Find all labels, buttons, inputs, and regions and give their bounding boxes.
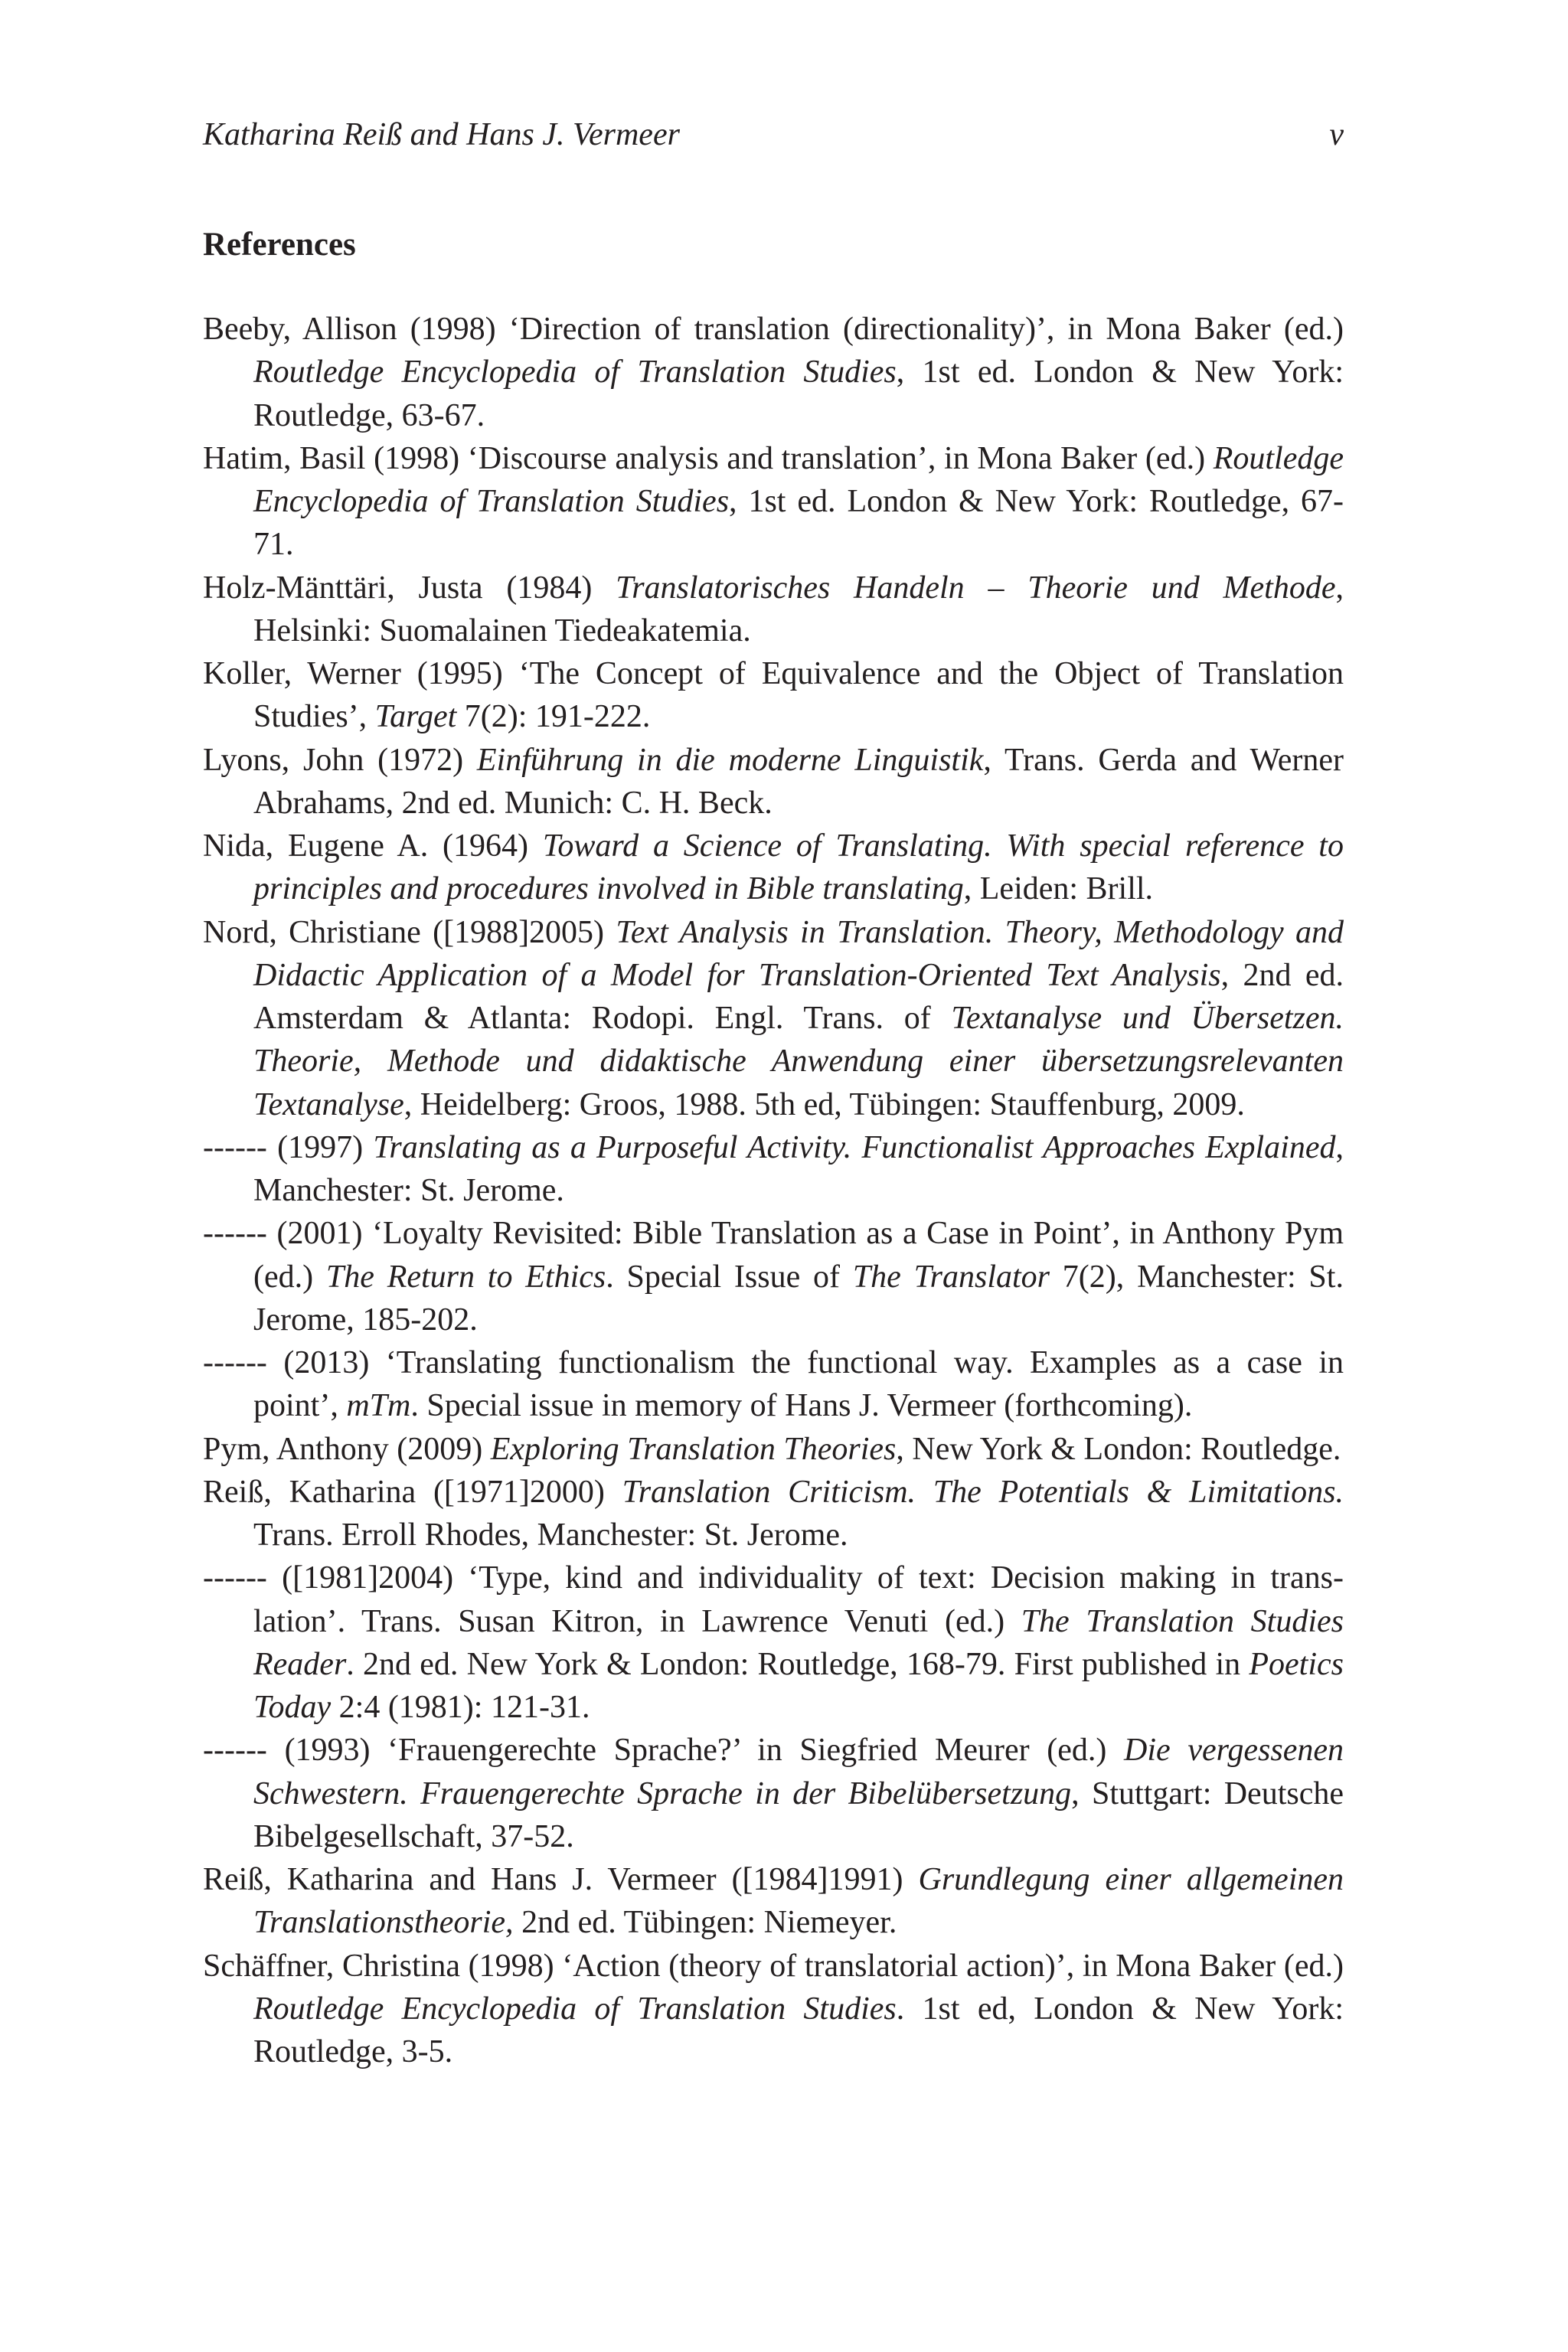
reference-text: 2:4 (1981): 121-31. xyxy=(331,1690,590,1725)
reference-entry xyxy=(203,1729,1344,1858)
reference-text: , Heidelberg: Groos, 1988. 5th ed, Tübingen: Stauffenburg, 2009. xyxy=(403,1086,1245,1122)
reference-text: Trans. Erroll Rhodes, Manchester: St. Jerome. xyxy=(253,1517,848,1553)
reference-text: , Helsinki: Suomalainen Tiedeakatemia. xyxy=(253,570,1344,648)
reference-text: Beeby, Allison (1998) ‘Direction of translation (directionality)’, in Mona Baker (ed.) xyxy=(203,312,1344,347)
reference-text: Nida, Eugene A. (1964) xyxy=(203,828,543,864)
reference-title: Target xyxy=(374,699,457,735)
page-number: v xyxy=(1329,117,1344,152)
reference-text: 7(2), Manchester: St. Jerome, 185-202. xyxy=(253,1259,1344,1338)
reference-text: , 2nd ed. Amsterdam & Atlanta: Rodopi. Engl. Trans. of xyxy=(253,957,1344,1036)
reference-text: ------ (2013) ‘Translating functionalism the functional way. Examples as a case in point’, xyxy=(203,1345,1344,1424)
reference-title: mTm xyxy=(346,1388,411,1424)
reference-text: Nord, Christiane ([1988]2005) xyxy=(203,914,616,950)
reference-text: Lyons, John (1972) xyxy=(203,742,477,778)
reference-text: , 1st ed. London & New York: Routledge, 63-67. xyxy=(253,354,1344,433)
reference-text: Reiß, Katharina and Hans J. Vermeer ([1984]1991) xyxy=(203,1862,919,1897)
reference-text: ------ (1993) ‘Frauengerechte Sprache?’ in Siegfried Meurer (ed.) xyxy=(203,1733,1125,1769)
reference-entry xyxy=(203,1858,1344,1945)
reference-title: The Translation Studies Reader xyxy=(253,1603,1344,1682)
reference-text: Pym, Anthony (2009) xyxy=(203,1431,491,1467)
reference-title: Exploring Translation Theories xyxy=(490,1431,897,1467)
reference-title: Die vergessenen Schwestern. Frauengerechte Sprache in der Bibelübersetzung xyxy=(253,1733,1344,1811)
reference-title: Routledge Encyclopedia of Translation Studies xyxy=(253,440,1344,519)
reference-text: , 1st ed. London & New York: Routledge, 67-71. xyxy=(253,484,1344,563)
reference-text: Hatim, Basil (1998) ‘Discourse analysis and translation’, in Mona Baker (ed.) xyxy=(203,440,1214,476)
reference-text: 7(2): 191-222. xyxy=(456,699,651,735)
reference-text: . 2nd ed. New York & London: Routledge, 168-79. First published in xyxy=(346,1646,1250,1682)
reference-entry xyxy=(203,652,1344,739)
reference-entry xyxy=(203,1341,1344,1428)
reference-text: . Special issue in memory of Hans J. Vermeer (forthcoming). xyxy=(410,1388,1193,1424)
reference-entry xyxy=(203,1428,1344,1471)
reference-title: Translatorisches Handeln – Theorie und Methode xyxy=(616,570,1336,606)
reference-entry xyxy=(203,1126,1344,1213)
reference-text: ------ (1997) xyxy=(203,1129,374,1165)
reference-text: , New York & London: Routledge. xyxy=(896,1431,1341,1467)
section-title: References xyxy=(203,227,356,263)
reference-entry xyxy=(203,437,1344,567)
reference-title: Routledge Encyclopedia of Translation Studies xyxy=(253,1991,897,2027)
reference-text: , Leiden: Brill. xyxy=(963,871,1154,907)
reference-text: , Stuttgart: Deutsche Bibelgesellschaft, 37-52. xyxy=(253,1775,1344,1854)
reference-entry xyxy=(203,308,1344,437)
running-head-title: Katharina Reiß and Hans J. Vermeer xyxy=(203,117,680,152)
reference-text: . Special Issue of xyxy=(606,1259,853,1295)
reference-title: Poetics Today xyxy=(253,1646,1344,1725)
reference-text: Schäffner, Christina (1998) ‘Action (theory of translatorial action)’, in Mona Baker (ed.) xyxy=(203,1948,1344,1984)
reference-title: The Return to Ethics xyxy=(325,1259,606,1295)
reference-text: , Trans. Gerda and Werner Abrahams, 2nd ed. Munich: C. H. Beck. xyxy=(253,742,1344,821)
reference-text: ------ ([1981]2004) ‘Type, kind and individuality of text: Decision making in translation’. Trans. Susan Kitron, in Lawrence Venuti (ed.) xyxy=(203,1560,1344,1639)
reference-text: ------ (2001) ‘Loyalty Revisited: Bible Translation as a Case in Point’, in Anthony Pym (ed.) xyxy=(203,1216,1344,1295)
reference-title: Textanalyse und Übersetzen. Theorie, Methode und didaktische Anwendung einer übersetzungsrelevanten Textanalyse xyxy=(253,1001,1344,1122)
running-head xyxy=(203,113,1344,156)
reference-text: Reiß, Katharina ([1971]2000) xyxy=(203,1474,622,1510)
reference-entry xyxy=(203,739,1344,825)
reference-text: . 1st ed, London & New York: Routledge, 3-5. xyxy=(253,1991,1344,2069)
reference-text: , Manchester: St. Jerome. xyxy=(253,1129,1344,1208)
reference-entry xyxy=(203,1471,1344,1557)
reference-entry xyxy=(203,911,1344,1126)
reference-title: Text Analysis in Translation. Theory, Methodology and Didactic Application of a Model for Translation-Oriented Text Analysis xyxy=(253,914,1344,993)
reference-title: Einführung in die moderne Linguistik xyxy=(476,742,984,778)
reference-entry xyxy=(203,567,1344,653)
reference-entry xyxy=(203,1212,1344,1341)
reference-list xyxy=(203,308,1344,2073)
reference-title: The Translator xyxy=(852,1259,1050,1295)
reference-text: 2nd ed. Tübingen: Niemeyer. xyxy=(513,1905,897,1941)
reference-entry xyxy=(203,1945,1344,2074)
reference-entry xyxy=(203,1557,1344,1729)
reference-title: Toward a Science of Translating. With special reference to principles and procedures involved in Bible translating xyxy=(253,828,1344,907)
reference-text: Holz-Mänttäri, Justa (1984) xyxy=(203,570,616,606)
reference-title: Routledge Encyclopedia of Translation Studies xyxy=(253,354,897,390)
reference-title: Translation Criticism. The Potentials & Limitations. xyxy=(622,1474,1344,1510)
reference-text: Koller, Werner (1995) ‘The Concept of Equivalence and the Object of Translation Studies’, xyxy=(203,656,1344,735)
reference-title: Translating as a Purposeful Activity. Functionalist Approaches Explained xyxy=(373,1129,1336,1165)
reference-title: Grundlegung einer allgemeinen Translationstheorie, xyxy=(253,1862,1344,1941)
reference-entry xyxy=(203,825,1344,911)
